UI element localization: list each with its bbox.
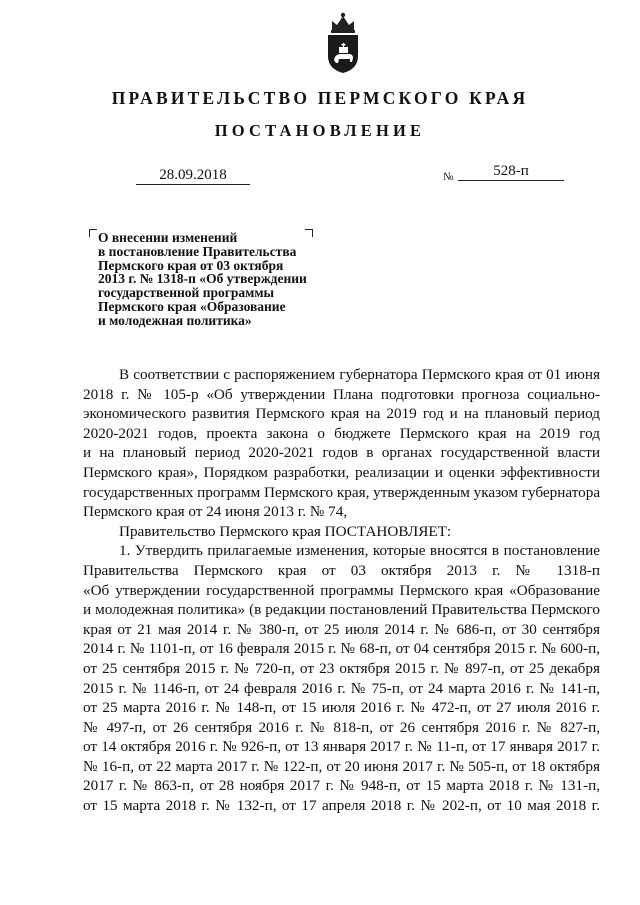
document-body	[83, 365, 600, 816]
body-line: 2015 г. № 1146-п, от 24 февраля 2016 г. № 75-п, от 24 марта 2016 г. № 141-п,	[83, 679, 600, 697]
body-line: Правительство Пермского края ПОСТАНОВЛЯЕТ:	[119, 522, 452, 540]
document-subject	[98, 231, 348, 328]
body-line: «Об утверждении государственной программы Пермского края «Образование	[83, 581, 600, 599]
body-line: № 16-п, от 22 марта 2017 г. № 122-п, от 20 июня 2017 г. № 505-п, от 18 октября	[83, 757, 600, 775]
subject-line: в постановление Правительства	[98, 243, 297, 259]
document-type: ПОСТАНОВЛЕНИЕ	[214, 121, 426, 140]
subject-line: Пермского края от 03 октября	[98, 257, 284, 273]
body-line: Пермского края», Порядком разработки, реализации и оценки эффективности	[83, 463, 600, 481]
subject-corner-mark-left	[89, 229, 97, 237]
body-line: 1. Утвердить прилагаемые изменения, которые вносятся в постановление	[119, 542, 600, 560]
body-line: № 497-п, от 26 сентября 2016 г. № 818-п, от 26 сентября 2016 г. № 827-п,	[83, 718, 600, 736]
body-line: от 15 марта 2018 г. № 132-п, от 17 апреля 2018 г. № 202-п, от 10 мая 2018 г.	[83, 797, 600, 815]
body-line: государственных программ Пермского края, утвержденным указом губернатора	[83, 483, 600, 501]
body-line: края от 21 мая 2014 г. № 380-п, от 25 июля 2014 г. № 686-п, от 30 сентября	[83, 620, 600, 638]
subject-line: Пермского края «Образование	[98, 298, 286, 314]
subject-line: 2013 г. № 1318-п «Об утверждении	[98, 271, 307, 287]
document-number: 528-п	[458, 162, 564, 181]
body-line: В соответствии с распоряжением губернатора Пермского края от 01 июня	[119, 366, 600, 383]
number-label: №	[443, 171, 454, 183]
subject-line: О внесении изменений	[98, 230, 238, 245]
body-line: Правительства Пермского края от 03 октября 2013 г. № 1318-п	[83, 561, 600, 579]
document-date: 28.09.2018	[136, 166, 250, 185]
body-line: от 25 сентября 2015 г. № 720-п, от 23 октября 2015 г. № 897-п, от 25 декабря	[83, 659, 600, 677]
government-title: ПРАВИТЕЛЬСТВО ПЕРМСКОГО КРАЯ	[111, 88, 529, 108]
body-line: от 14 октября 2016 г. № 926-п, от 13 января 2017 г. № 11-п, от 17 января 2017 г.	[83, 738, 600, 756]
body-line: 2018 г. № 105-р «Об утверждении Плана подготовки прогноза социально-	[83, 385, 600, 403]
body-line: от 25 марта 2016 г. № 148-п, от 15 июля 2016 г. № 472-п, от 27 июля 2016 г.	[83, 699, 600, 717]
body-line: 2017 г. № 863-п, от 28 ноября 2017 г. № 948-п, от 15 марта 2018 г. № 131-п,	[83, 777, 600, 795]
subject-line: и молодежная политика»	[98, 312, 252, 328]
body-line: Пермского края от 24 июня 2013 г. № 74,	[83, 503, 348, 521]
body-line: и на плановый период 2020-2021 годов в органах государственной власти	[83, 444, 600, 462]
body-line: 2020-2021 годов, проекта закона о бюджете Пермского края на 2019 год	[83, 424, 600, 442]
body-line: 2014 г. № 1101-п, от 16 февраля 2015 г. № 68-п, от 04 сентября 2015 г. № 600-п,	[83, 640, 600, 658]
body-line: экономического развития Пермского края на 2019 год и на плановый период	[83, 405, 600, 423]
subject-line: государственной программы	[98, 285, 275, 301]
coat-of-arms-icon	[323, 10, 363, 74]
body-line: и молодежная политика» (в редакции постановлений Правительства Пермского	[83, 601, 600, 619]
